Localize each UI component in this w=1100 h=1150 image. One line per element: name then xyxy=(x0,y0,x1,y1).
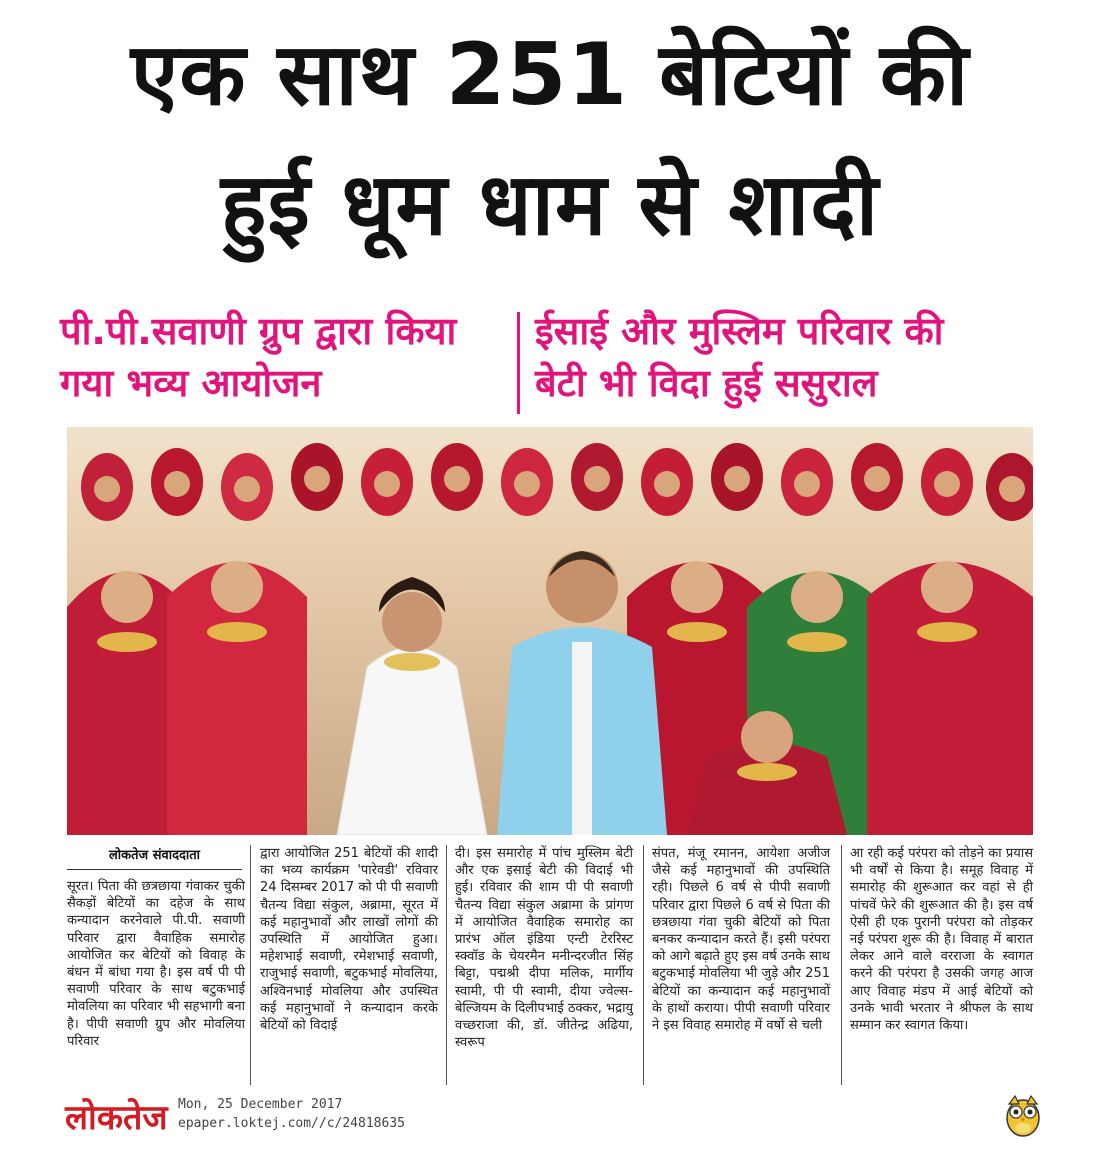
owl-icon xyxy=(1003,1092,1043,1138)
edition-date: Mon, 25 December 2017 xyxy=(178,1097,343,1112)
wedding-photo-illustration xyxy=(67,427,1033,835)
subhead-left-line-1: पी.पी.सवाणी ग्रुप द्वारा किया xyxy=(60,309,457,353)
article-column-5: आ रही कई परंपरा को तोड़ने का प्रयास भी वर्षों से किया है। समूह विवाह में समारोह की शुरूआत कर वहां से ही पांचवें फेरे की शुरूआत की है। इस वर्ष ऐसी ही एक पुरानी परंपरा को तोड़कर नई परंपरा शुरू की है। विवाह में बारात लेकर आने वाले वरराजा के स्वागत करने की परंपरा है उसकी जगह आज आए विवाह मंडप में आई बेटियों को उनके भावी भरतार ने श्रीफल के साथ सम्मान कर स्वागत किया। xyxy=(850,846,1033,1034)
article-column-3: दी। इस समारोह में पांच मुस्लिम बेटी और एक इसाई बेटी की विदाई भी हुई। रविवार की शाम पी पी सवाणी चैतन्य विद्या संकुल अब्रामा के प्रांगण में आयोजित वैवाहिक समारोह का प्रारंभ ऑल इंडिया एन्टी टेररिस्ट स्क्वॉड के चेयरमैन मनीन्दरजीत सिंह बिट्टा, पद्मश्री दीपा मलिक, मार्गीय स्वामी, पी पी स्वामी, दीया ज्वेल्स- बेल्जियम के दिलीपभाई ठक्कर, भद्रायु वच्छराजा की, डॉ. जीतेन्द्र अढिया, स्वरूप xyxy=(455,846,633,1051)
column-rule xyxy=(643,845,644,1085)
subhead-right xyxy=(535,305,1055,409)
wedding-photo xyxy=(67,427,1033,835)
column-rule xyxy=(446,845,447,1085)
article-column-1: सूरत। पिता की छत्रछाया गंवाकर चुकी सैकड़ों बेटियों का दहेज के साथ कन्यादान करनेवाले पी.पी. सवाणी परिवार द्वारा वैवाहिक समारोह आयोजित कर बेटियों को विवाह के बंधन में बांधा गया है। इस वर्ष पी पी सवाणी परिवार के साथ बटुकभाई मोवलिया का परिवार भी सहभागी बना है। पीपी सवाणी ग्रुप और मोवलिया परिवार xyxy=(67,879,245,1049)
column-rule xyxy=(841,845,842,1085)
headline-line-1: एक साथ 251 बेटियों की xyxy=(130,25,970,125)
byline: लोकतेज संवाददाता xyxy=(67,845,242,870)
column-rule xyxy=(250,845,251,1085)
epaper-link[interactable]: epaper.loktej.com//c/24818635 xyxy=(178,1116,405,1131)
subhead-left xyxy=(60,305,500,409)
subhead-right-line-1: ईसाई और मुस्लिम परिवार की xyxy=(535,309,944,353)
subhead-right-line-2: बेटी भी विदा हुई ससुराल xyxy=(535,361,878,405)
subhead-left-line-2: गया भव्य आयोजन xyxy=(60,361,322,405)
article-column-2: द्वारा आयोजित 251 बेटियों की शादी का भव्य कार्यक्रम 'पारेवडी' रविवार 24 दिसम्बर 2017 को पी पी सवाणी चैतन्य विद्या संकुल, अब्रामा, सूरत में कई महानुभावों और लाखों लोगों की उपस्थिति में आयोजित हुआ। महेशभाई सवाणी, रमेशभाई सवाणी, राजुभाई सवाणी, बटुकभाई मोवलिया, अश्विनभाई मोवलिया और उपस्थित कई महानुभावों ने कन्यादान करके बेटियों को विदाई xyxy=(260,846,438,1034)
article-column-4: संपत, मंजू रमानन, आयेशा अजीज जैसे कई महानुभावों की उपस्थिति रही। पिछले 6 वर्ष से पीपी सवाणी परिवार द्वारा पिछले 6 वर्ष से पिता की छत्रछाया गंवा चुकी बेटियों को पिता बनकर कन्यादान करते हैं। इसी परंपरा को आगे बढ़ाते हुए इस वर्ष उनके साथ बटुकभाई मोवलिया भी जुड़े और 251 बेटियों का कन्यादान कई महानुभावों के हाथों कराया। पीपी सवाणी परिवार ने इस विवाह समारोह में वर्षो से चली xyxy=(652,846,830,1034)
headline-line-2: हुई धूम धाम से शादी xyxy=(220,155,880,255)
loktej-logo: लोकतेज xyxy=(65,1098,168,1138)
subhead-divider xyxy=(517,312,520,414)
